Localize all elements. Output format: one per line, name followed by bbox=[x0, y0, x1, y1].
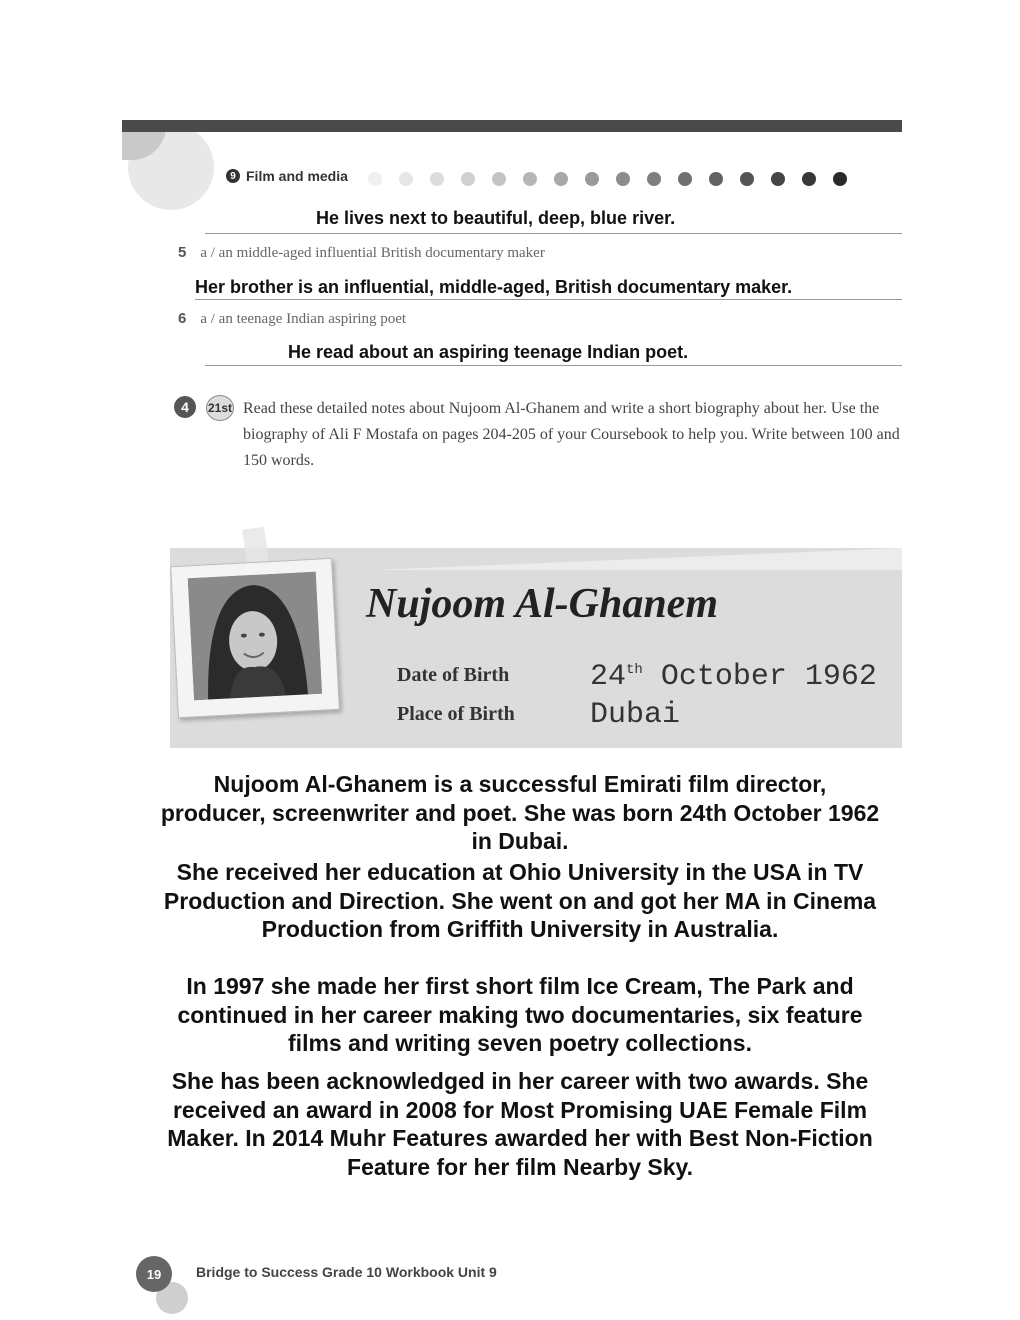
dob-day: 24 bbox=[590, 660, 627, 694]
progress-dot bbox=[647, 172, 661, 186]
unit-header bbox=[226, 168, 348, 184]
answer-6: He read about an aspiring teenage Indian poet. bbox=[288, 342, 689, 362]
progress-dot bbox=[430, 172, 444, 186]
pob-label: Place of Birth bbox=[397, 703, 515, 725]
progress-dot bbox=[461, 172, 475, 186]
biography-paragraph-3: In 1997 she made her first short film Ice Cream, The Park and continued in her career making two documentaries, six feature films and writing seven poetry collections. bbox=[177, 973, 863, 1056]
prompt-number: 5 bbox=[178, 244, 187, 261]
prompt-text: a / an teenage Indian aspiring poet bbox=[200, 311, 407, 327]
profile-name: Nujoom Al-Ghanem bbox=[366, 581, 718, 627]
prompt-number: 6 bbox=[178, 310, 187, 327]
dob-value bbox=[590, 660, 877, 694]
21st-skills-icon: 21st bbox=[206, 395, 234, 421]
progress-dot bbox=[833, 172, 847, 186]
progress-dot bbox=[740, 172, 754, 186]
progress-dot bbox=[771, 172, 785, 186]
progress-dot bbox=[585, 172, 599, 186]
progress-dots bbox=[368, 172, 847, 186]
top-bar bbox=[122, 120, 902, 132]
progress-dot bbox=[802, 172, 816, 186]
progress-dot bbox=[399, 172, 413, 186]
progress-dot bbox=[368, 172, 382, 186]
answer-5: Her brother is an influential, middle-aged, British documentary maker. bbox=[195, 277, 793, 297]
dob-suffix: th bbox=[626, 662, 643, 678]
progress-dot bbox=[678, 172, 692, 186]
answer-4: He lives next to beautiful, deep, blue river. bbox=[316, 208, 676, 228]
answer-line-4 bbox=[205, 233, 902, 234]
exercise-number-badge: 4 bbox=[174, 396, 196, 418]
portrait-photo bbox=[188, 572, 322, 701]
biography-paragraph-1: Nujoom Al-Ghanem is a successful Emirati film director, producer, screenwriter and poet. She was born 24th October 1962 in Dubai. bbox=[160, 771, 880, 854]
photo-frame bbox=[170, 558, 340, 718]
book-title: Bridge to Success Grade 10 Workbook Unit 9 bbox=[196, 1264, 497, 1280]
answer-line-6 bbox=[205, 365, 902, 366]
unit-number-badge: 9 bbox=[226, 169, 240, 183]
dob-label: Date of Birth bbox=[397, 664, 510, 686]
portrait-icon bbox=[188, 572, 322, 701]
progress-dot bbox=[523, 172, 537, 186]
progress-dot bbox=[492, 172, 506, 186]
page-number: 19 bbox=[136, 1256, 172, 1292]
exercise-instructions: Read these detailed notes about Nujoom Al-Ghanem and write a short biography about her. Use the biography of Ali F Mostafa on pages 204-205 of your Coursebook to help you. Write between 100 and 150 words. bbox=[243, 400, 900, 469]
pob-value: Dubai bbox=[590, 698, 681, 732]
progress-dot bbox=[554, 172, 568, 186]
dob-month-year: October 1962 bbox=[660, 660, 877, 694]
biography-paragraph-4: She has been acknowledged in her career with two awards. She received an award in 2008 for Most Promising UAE Female Film Maker. In 2014 Muhr Features awarded her with Best Non-Fiction Feature for her film Nearby Sky. bbox=[167, 1068, 873, 1180]
progress-dot bbox=[616, 172, 630, 186]
progress-dot bbox=[709, 172, 723, 186]
unit-title: Film and media bbox=[246, 168, 348, 184]
biography-paragraph-2: She received her education at Ohio University in the USA in TV Production and Direction. She went on and got her MA in Cinema Production from Griffith University in Australia. bbox=[163, 859, 877, 942]
prompt-6 bbox=[178, 310, 406, 328]
prompt-text: a / an middle-aged influential British documentary maker bbox=[200, 245, 545, 261]
answer-line-5 bbox=[195, 299, 902, 300]
prompt-5 bbox=[178, 244, 545, 262]
